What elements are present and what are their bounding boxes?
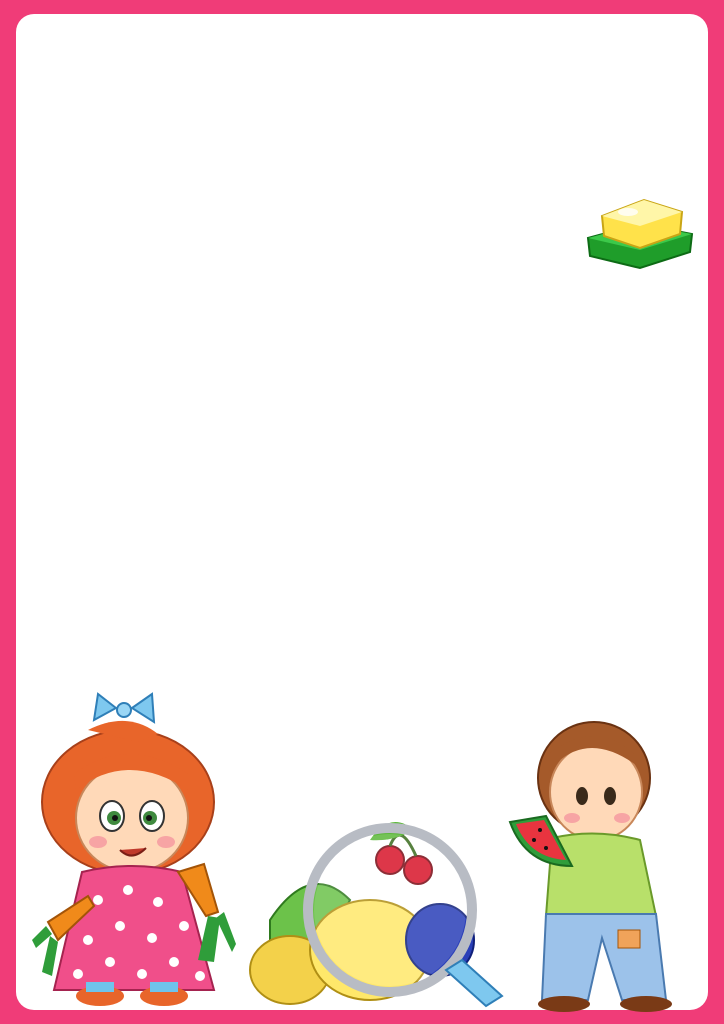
boy-with-watermelon-illustration	[506, 716, 696, 1012]
magnifier-fruits-illustration	[240, 800, 510, 1010]
soap-dish-icon	[584, 186, 696, 272]
scallop-border-top	[16, 14, 708, 44]
girl-with-carrots-illustration	[28, 690, 238, 1010]
